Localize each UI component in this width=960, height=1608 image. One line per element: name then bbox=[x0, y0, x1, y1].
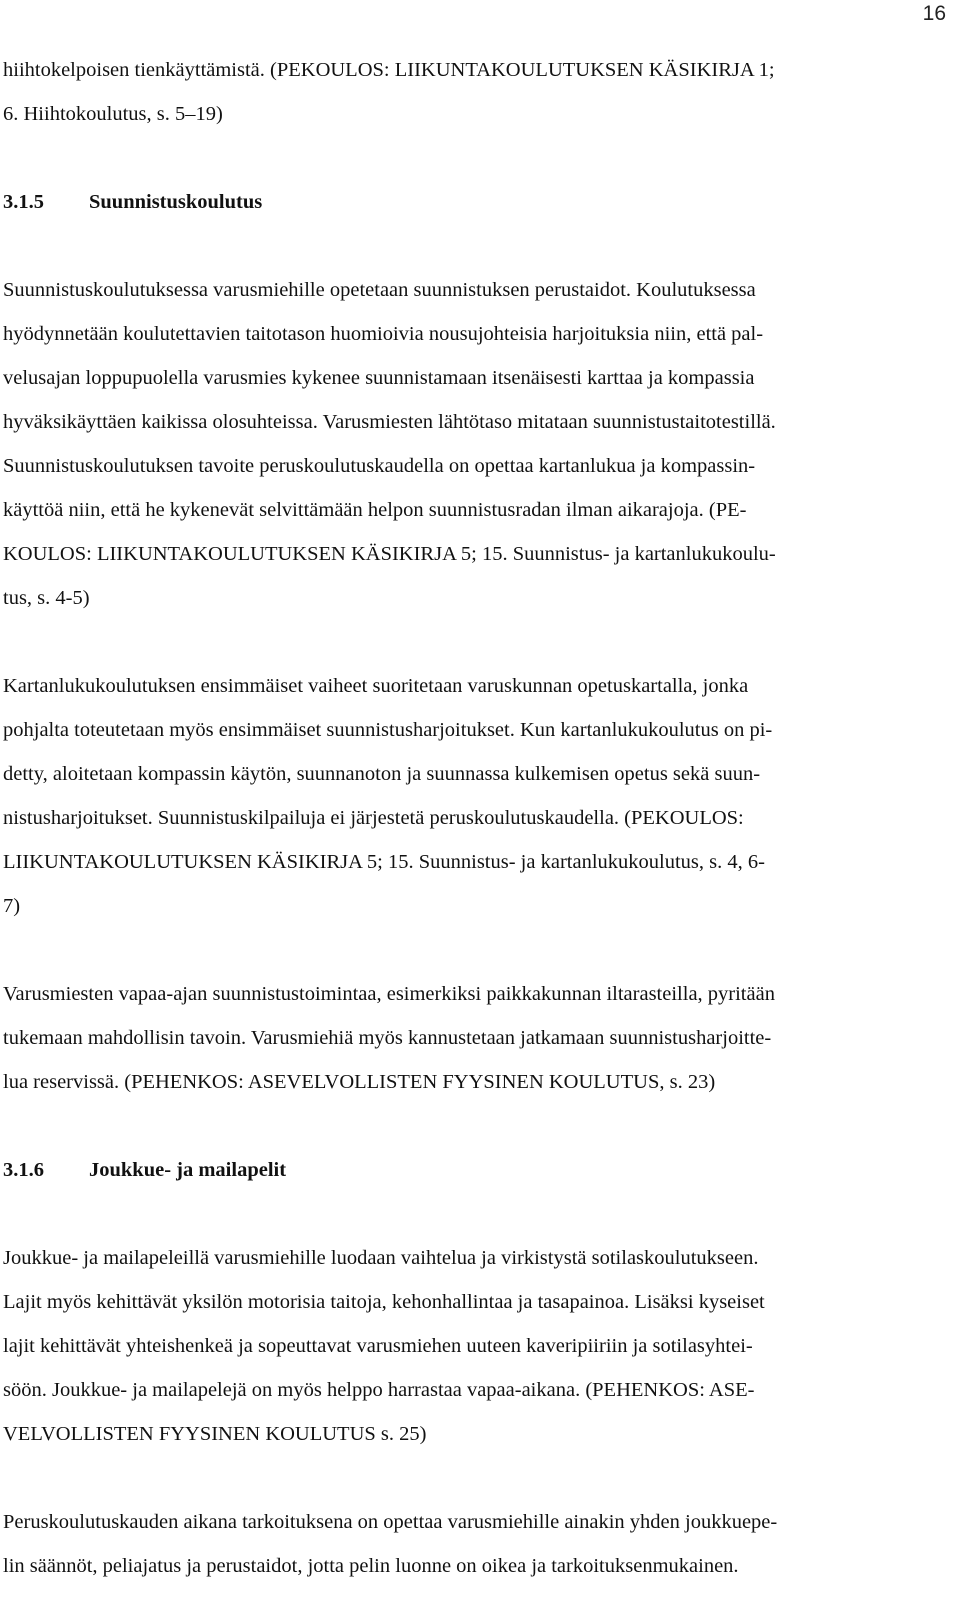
text-line: hyödynnetään koulutettavien taitotason huomioivia nousujohteisia harjoituksia niin, että pal- bbox=[3, 323, 764, 345]
text-line: Peruskoulutuskauden aikana tarkoituksena on opettaa varusmiehille ainakin yhden joukkuepe- bbox=[3, 1511, 778, 1533]
text-line: söön. Joukkue- ja mailapelejä on myös helppo harrastaa vapaa-aikana. (PEHENKOS: ASE- bbox=[3, 1379, 755, 1401]
text-line: Suunnistuskoulutuksessa varusmiehille opetetaan suunnistuksen perustaidot. Koulutuksessa bbox=[3, 279, 756, 301]
text-line: Varusmiesten vapaa-ajan suunnistustoimintaa, esimerkiksi paikkakunnan iltarasteilla, pyritään bbox=[3, 983, 775, 1005]
section-title: Joukkue- ja mailapelit bbox=[89, 1159, 287, 1181]
text-line: käyttöä niin, että he kykenevät selvittämään helpon suunnistusradan ilman aikarajoja. (PE- bbox=[3, 499, 747, 521]
text-line: lin säännöt, peliajatus ja perustaidot, jotta pelin luonne on oikea ja tarkoituksenmukainen. bbox=[3, 1555, 739, 1577]
text-line: 6. Hiihtokoulutus, s. 5–19) bbox=[3, 103, 223, 125]
section-title: Suunnistuskoulutus bbox=[89, 191, 263, 213]
text-line: detty, aloitetaan kompassin käytön, suunnanoton ja suunnassa kulkemisen opetus sekä suun- bbox=[3, 763, 761, 785]
document-body bbox=[3, 48, 943, 1588]
text-line: velusajan loppupuolella varusmies kykenee suunnistamaan itsenäisesti karttaa ja kompassia bbox=[3, 367, 755, 389]
text-line: tukemaan mahdollisin tavoin. Varusmiehiä myös kannustetaan jatkamaan suunnistusharjoitte- bbox=[3, 1027, 772, 1049]
paragraph-joukkue-ja-mailapelit bbox=[3, 1236, 943, 1456]
section-number: 3.1.6 bbox=[3, 1159, 44, 1181]
text-line: Suunnistuskoulutuksen tavoite peruskoulutuskaudella on opettaa kartanlukua ja kompassin- bbox=[3, 455, 756, 477]
section-heading-3-1-5 bbox=[3, 180, 943, 224]
paragraph-suunnistuskoulutus bbox=[3, 268, 943, 620]
paragraph-peruskoulutuskausi bbox=[3, 1500, 943, 1588]
intro-paragraph bbox=[3, 48, 943, 136]
text-line: Kartanlukukoulutuksen ensimmäiset vaiheet suoritetaan varuskunnan opetuskartalla, jonka bbox=[3, 675, 749, 697]
text-line: 7) bbox=[3, 895, 21, 917]
text-line: pohjalta toteutetaan myös ensimmäiset suunnistusharjoitukset. Kun kartanlukukoulutus on pi- bbox=[3, 719, 773, 741]
paragraph-kartanlukukoulutus bbox=[3, 664, 943, 928]
text-line: lua reservissä. (PEHENKOS: ASEVELVOLLISTEN FYYSINEN KOULUTUS, s. 23) bbox=[3, 1071, 716, 1093]
page-number: 16 bbox=[922, 2, 946, 25]
text-line: hiihtokelpoisen tienkäyttämistä. (PEKOULOS: LIIKUNTAKOULUTUKSEN KÄSIKIRJA 1; bbox=[3, 59, 775, 81]
section-number: 3.1.5 bbox=[3, 191, 44, 213]
text-line: LIIKUNTAKOULUTUKSEN KÄSIKIRJA 5; 15. Suunnistus- ja kartanlukukoulutus, s. 4, 6- bbox=[3, 851, 765, 873]
text-line: lajit kehittävät yhteishenkeä ja sopeuttavat varusmiehen uuteen kaveripiiriin ja sotilasyhtei- bbox=[3, 1335, 753, 1357]
text-line: tus, s. 4-5) bbox=[3, 587, 90, 609]
text-line: VELVOLLISTEN FYYSINEN KOULUTUS s. 25) bbox=[3, 1423, 427, 1445]
section-heading-3-1-6 bbox=[3, 1148, 943, 1192]
text-line: Lajit myös kehittävät yksilön motorisia taitoja, kehonhallintaa ja tasapainoa. Lisäksi kyseiset bbox=[3, 1291, 765, 1313]
text-line: hyväksikäyttäen kaikissa olosuhteissa. Varusmiesten lähtötaso mitataan suunnistustaitotestillä. bbox=[3, 411, 776, 433]
text-line: KOULOS: LIIKUNTAKOULUTUKSEN KÄSIKIRJA 5; 15. Suunnistus- ja kartanlukukoulu- bbox=[3, 543, 776, 565]
paragraph-vapaa-ajan-suunnistus bbox=[3, 972, 943, 1104]
text-line: nistusharjoitukset. Suunnistuskilpailuja ei järjestetä peruskoulutuskaudella. (PEKOULOS: bbox=[3, 807, 744, 829]
text-line: Joukkue- ja mailapeleillä varusmiehille luodaan vaihtelua ja virkistystä sotilaskoulutukseen. bbox=[3, 1247, 759, 1269]
